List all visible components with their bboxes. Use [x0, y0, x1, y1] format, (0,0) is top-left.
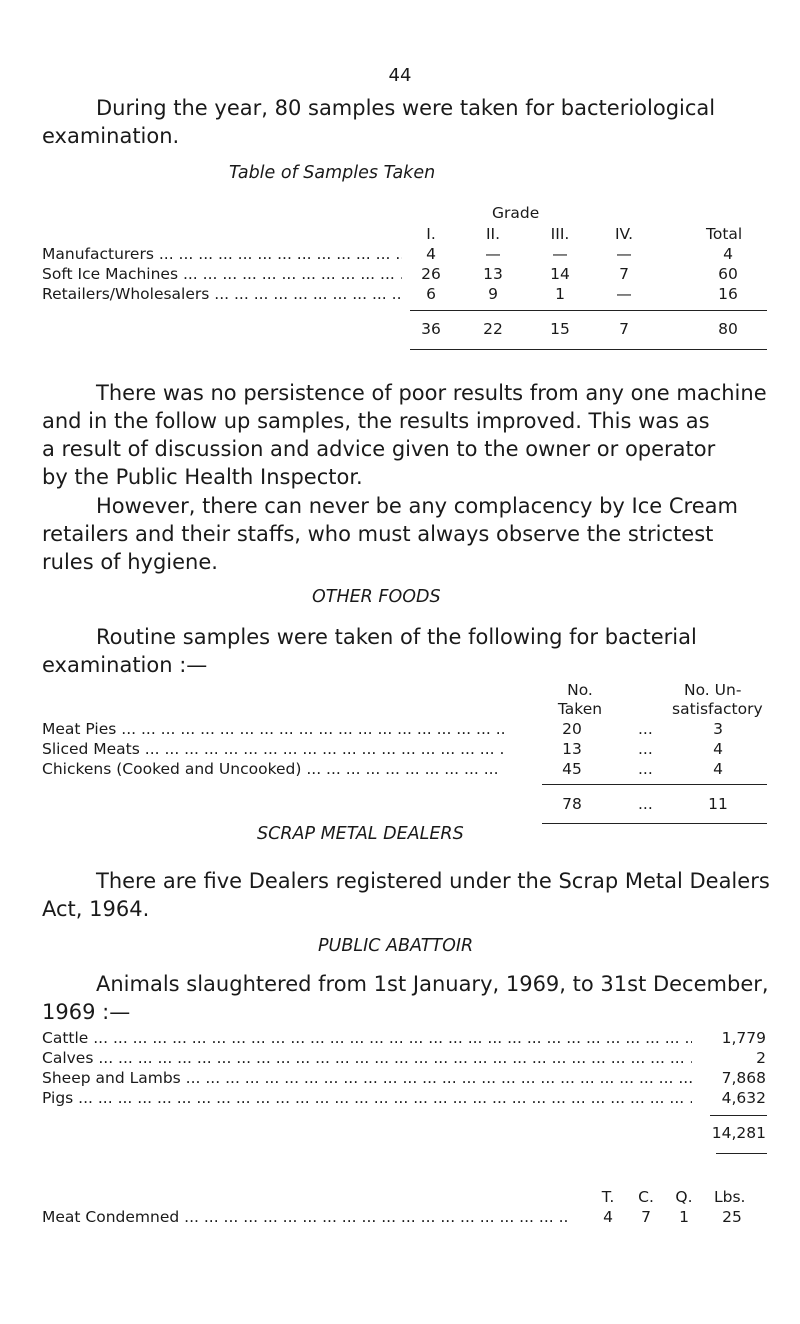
total-cell: 22	[483, 320, 503, 338]
table-cell: —	[485, 245, 501, 263]
col-header-ii: II.	[485, 225, 501, 243]
however-line-3: rules of hygiene.	[42, 550, 218, 574]
table-row-label: Sheep and Lambs ... .	[42, 1069, 692, 1087]
samples-table-title: Table of Samples Taken	[229, 163, 436, 183]
table-cell: 9	[488, 285, 498, 303]
scrap-metal-line-2: Act, 1964.	[42, 897, 150, 921]
table-cell: 4	[603, 1208, 613, 1226]
table-cell: 16	[718, 285, 738, 303]
intro-line-1: During the year, 80 samples were taken for bacteriological	[96, 96, 716, 120]
table-row-label: Manufacturers ... .	[42, 245, 402, 263]
abattoir-heading: PUBLIC ABATTOIR	[318, 936, 474, 956]
unit-label: C.	[638, 1188, 654, 1206]
table-rule-top	[542, 784, 767, 785]
scrap-metal-line-1: There are five Dealers registered under the Scrap Metal Dealers	[96, 869, 770, 893]
table-cell: 4	[426, 245, 436, 263]
grade-header: Grade	[492, 204, 540, 222]
other-foods-heading: OTHER FOODS	[312, 587, 441, 607]
persistence-line-1: There was no persistence of poor results from any one machine	[96, 381, 767, 405]
table-cell: 7	[641, 1208, 651, 1226]
other-foods-intro-1: Routine samples were taken of the following for bacterial	[96, 625, 697, 649]
persistence-line-3: a result of discussion and advice given to the owner or operator	[42, 437, 716, 461]
dot-leader: ...	[638, 795, 653, 813]
total-cell: 14,281	[711, 1124, 766, 1142]
table-cell: 1	[555, 285, 565, 303]
col-header-unsatisfactory: satisfactory	[672, 700, 763, 718]
unit-label: Q.	[675, 1188, 693, 1206]
abattoir-intro-1: Animals slaughtered from 1st January, 1969, to 31st December,	[96, 972, 769, 996]
col-header-unsatisfactory: No. Un-	[684, 681, 742, 699]
table-rule-top	[710, 1115, 767, 1116]
persistence-line-2: and in the follow up samples, the results improved. This was as	[42, 409, 710, 433]
table-cell: 26	[421, 265, 441, 283]
table-row-label: Calves ... .	[42, 1049, 692, 1067]
table-cell: 45	[562, 760, 582, 778]
table-row-label: Meat Condemned ... .	[42, 1208, 570, 1226]
table-row-label: Pigs ... .	[42, 1089, 692, 1107]
table-cell: 7,868	[721, 1069, 766, 1087]
unit-label: Lbs.	[714, 1188, 746, 1206]
however-line-1: However, there can never be any complacency by Ice Cream	[96, 494, 738, 518]
table-cell: 14	[550, 265, 570, 283]
col-header-iv: IV.	[614, 225, 634, 243]
table-rule-bottom	[716, 1153, 767, 1154]
table-cell: —	[616, 285, 632, 303]
table-cell: 60	[718, 265, 738, 283]
col-header-iii: III.	[550, 225, 570, 243]
abattoir-intro-2: 1969 :—	[42, 1000, 131, 1024]
page-number: 44	[388, 65, 412, 86]
dot-leader: ...	[638, 720, 653, 738]
table-rule-top	[410, 310, 767, 311]
table-cell: 2	[756, 1049, 766, 1067]
unit-label: T.	[601, 1188, 615, 1206]
col-header-taken: Taken	[557, 700, 603, 718]
intro-line-2: examination.	[42, 124, 180, 148]
scrap-metal-heading: SCRAP METAL DEALERS	[257, 824, 464, 844]
table-row-label: Sliced Meats ... .	[42, 740, 504, 758]
dot-leader: ...	[638, 740, 653, 758]
table-cell: 1	[679, 1208, 689, 1226]
table-cell: 4	[723, 245, 733, 263]
table-rule-bottom	[542, 823, 767, 824]
table-rule-bottom	[410, 349, 767, 350]
other-foods-intro-2: examination :—	[42, 653, 208, 677]
table-cell: —	[552, 245, 568, 263]
total-cell: 36	[421, 320, 441, 338]
table-row-label: Chickens (Cooked and Uncooked) ... .	[42, 760, 504, 778]
table-cell: 7	[619, 265, 629, 283]
table-cell: 1,779	[721, 1029, 766, 1047]
total-cell: 80	[718, 320, 738, 338]
dot-leader: ...	[638, 760, 653, 778]
total-cell: 7	[619, 320, 629, 338]
table-cell: 4	[713, 740, 723, 758]
table-cell: 20	[562, 720, 582, 738]
col-header-i: I.	[426, 225, 436, 243]
table-cell: 25	[722, 1208, 742, 1226]
col-header-taken: No.	[567, 681, 593, 699]
table-cell: 3	[713, 720, 723, 738]
persistence-line-4: by the Public Health Inspector.	[42, 465, 363, 489]
table-cell: 6	[426, 285, 436, 303]
table-cell: —	[616, 245, 632, 263]
however-line-2: retailers and their staffs, who must always observe the strictest	[42, 522, 714, 546]
total-cell: 78	[562, 795, 582, 813]
table-cell: 4,632	[721, 1089, 766, 1107]
table-cell: 4	[713, 760, 723, 778]
table-row-label: Meat Pies ... .	[42, 720, 504, 738]
total-cell: 11	[708, 795, 728, 813]
table-row-label: Soft Ice Machines ... .	[42, 265, 402, 283]
table-cell: 13	[483, 265, 503, 283]
table-cell: 13	[562, 740, 582, 758]
total-cell: 15	[550, 320, 570, 338]
col-header-total: Total	[706, 225, 743, 243]
table-row-label: Retailers/Wholesalers ... .	[42, 285, 402, 303]
table-row-label: Cattle ... .	[42, 1029, 692, 1047]
